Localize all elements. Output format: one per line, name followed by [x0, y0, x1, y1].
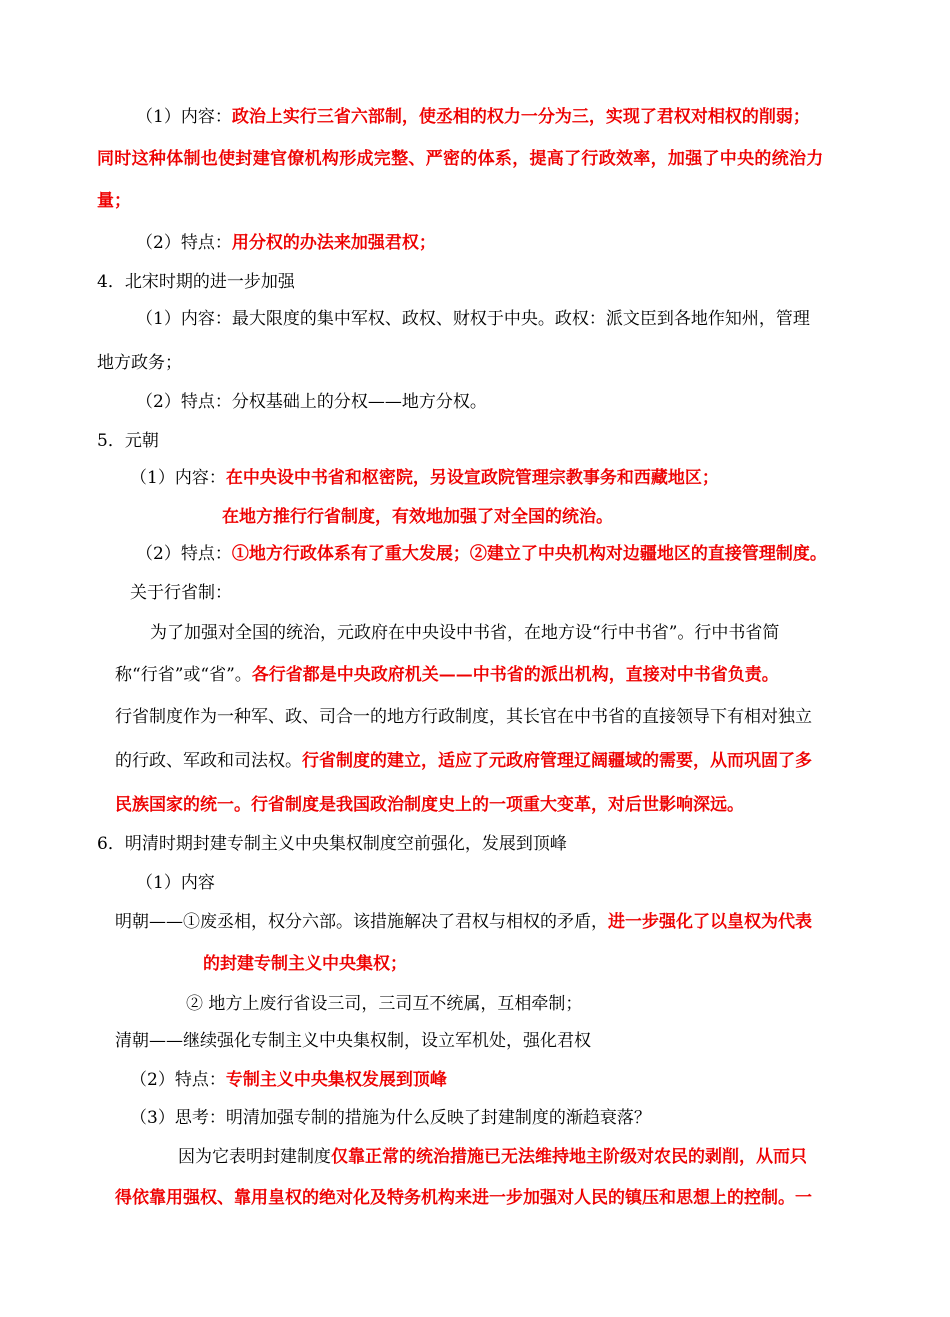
heading-6: 6．明清时期封建专制主义中央集权制度空前强化，发展到顶峰	[97, 834, 567, 854]
heading-5: 5．元朝	[97, 431, 159, 451]
line-3-1-end: 量；	[97, 191, 131, 211]
note-line-5: 民族国家的统一。行省制度是我国政治制度史上的一项重大变革，对后世影响深远。	[115, 795, 744, 815]
highlight-text: ①地方行政体系有了重大发展；②建立了中央机构对边疆地区的直接管理制度。	[231, 544, 827, 564]
note-line-3: 行省制度作为一种军、政、司合一的地方行政制度，其长官在中书省的直接领导下有相对独立	[115, 707, 812, 727]
line-3-1-content	[136, 106, 810, 128]
highlight-text: 用分权的办法来加强君权；	[231, 233, 436, 253]
highlight-text: 政治上实行三省六部制，使丞相的权力一分为三，实现了君权对相权的削弱；	[231, 107, 810, 127]
line-6-2	[130, 1069, 447, 1091]
note-line-1: 为了加强对全国的统治，元政府在中央设中书省，在地方设“行中书省”。行中书省简	[150, 623, 780, 643]
label-feature: （2）特点：	[136, 544, 232, 564]
line-5-2	[136, 543, 827, 565]
highlight-text: 仅靠正常的统治措施已无法维持地主阶级对农民的剥削，从而只	[331, 1147, 807, 1167]
line-ming-2: ② 地方上废行省设三司，三司互不统属，互相牵制；	[186, 994, 583, 1014]
answer-line-2: 得依靠用强权、靠用皇权的绝对化及特务机构来进一步加强对人民的镇压和思想上的控制。一	[115, 1188, 812, 1208]
line-ming-1-cont: 的封建专制主义中央集权；	[203, 954, 407, 974]
note-text: 的行政、军政和司法权。	[115, 751, 302, 771]
highlight-text: 进一步强化了以皇权为代表	[608, 912, 812, 932]
line-3-2-feature	[136, 232, 436, 254]
note-line-4	[115, 750, 812, 772]
answer-text: 因为它表明封建制度	[178, 1147, 331, 1167]
label-feature: （2）特点：	[136, 233, 232, 253]
note-line-2	[115, 664, 779, 686]
highlight-text: 各行省都是中央政府机关——中书省的派出机构，直接对中书省负责。	[251, 665, 779, 685]
label-content: （1）内容：	[130, 468, 226, 488]
highlight-text: 在中央设中书省和枢密院，另设宣政院管理宗教事务和西藏地区；	[225, 468, 719, 488]
line-6-1: （1）内容	[136, 873, 215, 893]
heading-4: 4．北宋时期的进一步加强	[97, 272, 295, 292]
line-3-1-cont: 同时这种体制也使封建官僚机构形成完整、严密的体系，提高了行政效率，加强了中央的统治力	[97, 149, 824, 169]
line-4-2: （2）特点：分权基础上的分权——地方分权。	[136, 392, 487, 412]
line-5-1-cont: 在地方推行行省制度，有效地加强了对全国的统治。	[222, 507, 613, 527]
label-content: （1）内容：	[136, 107, 232, 127]
answer-line-1	[178, 1146, 807, 1168]
line-6-3: （3）思考：明清加强专制的措施为什么反映了封建制度的渐趋衰落？	[130, 1108, 651, 1128]
note-text: 称“行省”或“省”。	[115, 665, 252, 685]
line-5-1	[130, 467, 719, 489]
ming-text: 明朝——①废丞相，权分六部。该措施解决了君权与相权的矛盾，	[115, 912, 608, 932]
label-feature: （2）特点：	[130, 1070, 226, 1090]
line-ming-1	[115, 911, 812, 933]
note-title: 关于行省制：	[130, 583, 232, 603]
line-4-1-cont: 地方政务；	[97, 353, 182, 373]
line-4-1: （1）内容：最大限度的集中军权、政权、财权于中央。政权：派文臣到各地作知州，管理	[136, 309, 810, 329]
highlight-text: 行省制度的建立，适应了元政府管理辽阔疆域的需要，从而巩固了多	[302, 751, 812, 771]
highlight-text: 专制主义中央集权发展到顶峰	[225, 1070, 447, 1090]
line-qing: 清朝——继续强化专制主义中央集权制，设立军机处，强化君权	[115, 1031, 591, 1051]
